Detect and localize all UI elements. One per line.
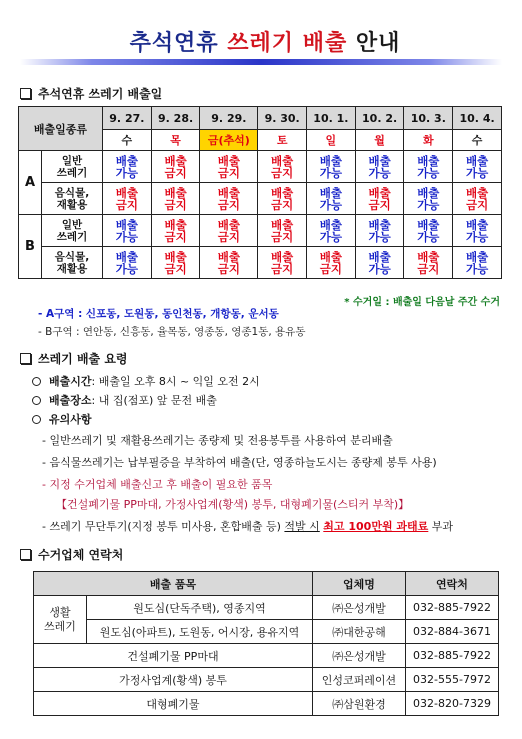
waste-type-label: 음식물, 재활용 xyxy=(42,247,103,279)
contact-item: 건설폐기물 PP마대 xyxy=(34,644,313,668)
contact-company: 인성코퍼레이션 xyxy=(313,668,406,692)
schedule-cell: 배출 금지 xyxy=(200,215,258,247)
schedule-cell: 배출 금지 xyxy=(258,247,307,279)
collection-note: * 수거일 : 배출일 다음날 주간 수거 xyxy=(344,297,500,308)
checkbox-square-icon xyxy=(20,353,31,364)
title-divider xyxy=(20,59,502,65)
schedule-cell: 배출 금지 xyxy=(258,183,307,215)
contact-item: 대형폐기물 xyxy=(34,692,313,716)
contact-item: 원도심(단독주택), 영종지역 xyxy=(87,596,313,620)
schedule-cell: 배출 금지 xyxy=(200,151,258,183)
section-heading-schedule: 추석연휴 쓰레기 배출일 xyxy=(20,85,162,102)
schedule-cell: 배출 가능 xyxy=(404,151,453,183)
schedule-cell: 배출 가능 xyxy=(355,247,404,279)
schedule-cell: 배출 가능 xyxy=(307,151,356,183)
schedule-cell: 배출 가능 xyxy=(404,183,453,215)
schedule-cell: 배출 금지 xyxy=(307,247,356,279)
schedule-row xyxy=(19,215,502,247)
section-heading-contacts: 수거업체 연락처 xyxy=(20,546,123,563)
guide-note-3: - 지정 수거업체 배출신고 후 배출이 필요한 품목 xyxy=(42,478,273,491)
schedule-row xyxy=(19,151,502,183)
page-title xyxy=(4,26,522,57)
circle-bullet-icon xyxy=(32,415,41,424)
schedule-row xyxy=(19,183,502,215)
zone-label: B xyxy=(19,215,42,279)
schedule-cell: 배출 금지 xyxy=(453,183,502,215)
contact-company: ㈜대한공해 xyxy=(313,620,406,644)
schedule-cell: 배출 금지 xyxy=(151,215,200,247)
contact-item: 가정사업계(황색) 봉투 xyxy=(34,668,313,692)
schedule-cell: 배출 가능 xyxy=(453,215,502,247)
waste-type-label: 일반 쓰레기 xyxy=(42,215,103,247)
zone-a-list: - A구역 : 신포동, 도원동, 동인천동, 개항동, 운서동 xyxy=(38,308,279,320)
schedule-cell: 배출 금지 xyxy=(200,247,258,279)
guide-note-4: - 쓰레기 무단투기(지정 봉투 미사용, 혼합배출 등) 적발 시 최고 100만원 과태료 부과 xyxy=(42,520,454,533)
schedule-cell: 배출 가능 xyxy=(453,247,502,279)
schedule-cell: 배출 금지 xyxy=(151,247,200,279)
zone-b-list: - B구역 : 연안동, 신흥동, 율목동, 영종동, 영종1동, 용유동 xyxy=(38,326,306,338)
contacts-group-label: 생활 쓰레기 xyxy=(34,596,87,644)
contact-phone: 032-885-7922 xyxy=(406,644,499,668)
zone-label: A xyxy=(19,151,42,215)
waste-type-label: 일반 쓰레기 xyxy=(42,151,103,183)
guide-note-1: - 일반쓰레기 및 재활용쓰레기는 종량제 및 전용봉투를 사용하여 분리배출 xyxy=(42,434,393,447)
contact-item: 원도심(아파트), 도원동, 어시장, 용유지역 xyxy=(87,620,313,644)
schedule-cell: 배출 가능 xyxy=(307,183,356,215)
contacts-table xyxy=(33,571,499,716)
circle-bullet-icon xyxy=(32,377,41,386)
title-part2: 쓰레기 배출 xyxy=(227,30,348,56)
schedule-row xyxy=(19,247,502,279)
checkbox-square-icon xyxy=(20,549,31,560)
contact-company: ㈜은성개발 xyxy=(313,644,406,668)
contact-phone: 032-555-7972 xyxy=(406,668,499,692)
schedule-cell: 배출 가능 xyxy=(355,215,404,247)
day-of-week: 수 xyxy=(103,130,152,151)
day-of-week: 목 xyxy=(151,130,200,151)
date-header: 9. 29. xyxy=(200,107,258,130)
schedule-cell: 배출 가능 xyxy=(103,247,152,279)
day-of-week-holiday: 금(추석) xyxy=(200,130,258,151)
guide-time: 배출시간 : 배출일 오후 8시 ~ 익일 오전 2시 xyxy=(32,374,260,389)
schedule-cell: 배출 가능 xyxy=(355,151,404,183)
schedule-cell: 배출 금지 xyxy=(103,183,152,215)
checkbox-square-icon xyxy=(20,88,31,99)
schedule-cell: 배출 금지 xyxy=(404,247,453,279)
day-of-week: 월 xyxy=(355,130,404,151)
schedule-table xyxy=(18,106,502,279)
guide-place: 배출장소 : 내 집(점포) 앞 문전 배출 xyxy=(32,393,217,408)
contact-phone: 032-885-7922 xyxy=(406,596,499,620)
schedule-header-label: 배출일종류 xyxy=(19,107,103,151)
schedule-cell: 배출 금지 xyxy=(151,183,200,215)
date-header: 9. 30. xyxy=(258,107,307,130)
schedule-cell: 배출 금지 xyxy=(151,151,200,183)
title-part1: 추석연휴 xyxy=(129,30,219,56)
schedule-cell: 배출 가능 xyxy=(453,151,502,183)
title-part3: 안내 xyxy=(355,30,401,56)
schedule-cell: 배출 금지 xyxy=(258,215,307,247)
section-heading-guide: 쓰레기 배출 요령 xyxy=(20,350,128,367)
contacts-header-company: 업체명 xyxy=(313,572,406,596)
contact-company: ㈜삼원환경 xyxy=(313,692,406,716)
schedule-cell: 배출 가능 xyxy=(103,215,152,247)
date-header: 10. 1. xyxy=(307,107,356,130)
date-header: 10. 4. xyxy=(453,107,502,130)
contact-phone: 032-884-3671 xyxy=(406,620,499,644)
guide-note-3-items: 【건설폐기물 PP마대, 가정사업계(황색) 봉투, 대형폐기물(스티커 부착)】 xyxy=(56,498,410,511)
guide-notes: 유의사항 xyxy=(32,412,92,427)
date-header: 10. 3. xyxy=(404,107,453,130)
contacts-header-phone: 연락처 xyxy=(406,572,499,596)
date-header: 10. 2. xyxy=(355,107,404,130)
schedule-cell: 배출 금지 xyxy=(258,151,307,183)
schedule-cell: 배출 가능 xyxy=(103,151,152,183)
day-of-week: 토 xyxy=(258,130,307,151)
schedule-cell: 배출 가능 xyxy=(404,215,453,247)
contacts-header-item: 배출 품목 xyxy=(34,572,313,596)
circle-bullet-icon xyxy=(32,396,41,405)
date-header: 9. 28. xyxy=(151,107,200,130)
schedule-cell: 배출 금지 xyxy=(200,183,258,215)
day-of-week: 수 xyxy=(453,130,502,151)
schedule-cell: 배출 가능 xyxy=(307,215,356,247)
contact-company: ㈜은성개발 xyxy=(313,596,406,620)
date-header: 9. 27. xyxy=(103,107,152,130)
day-of-week: 일 xyxy=(307,130,356,151)
schedule-cell: 배출 금지 xyxy=(355,183,404,215)
day-of-week: 화 xyxy=(404,130,453,151)
guide-note-2: - 음식물쓰레기는 납부필증을 부착하여 배출(단, 영종하늘도시는 종량제 봉투 사용) xyxy=(42,456,437,469)
contact-phone: 032-820-7329 xyxy=(406,692,499,716)
waste-type-label: 음식물, 재활용 xyxy=(42,183,103,215)
